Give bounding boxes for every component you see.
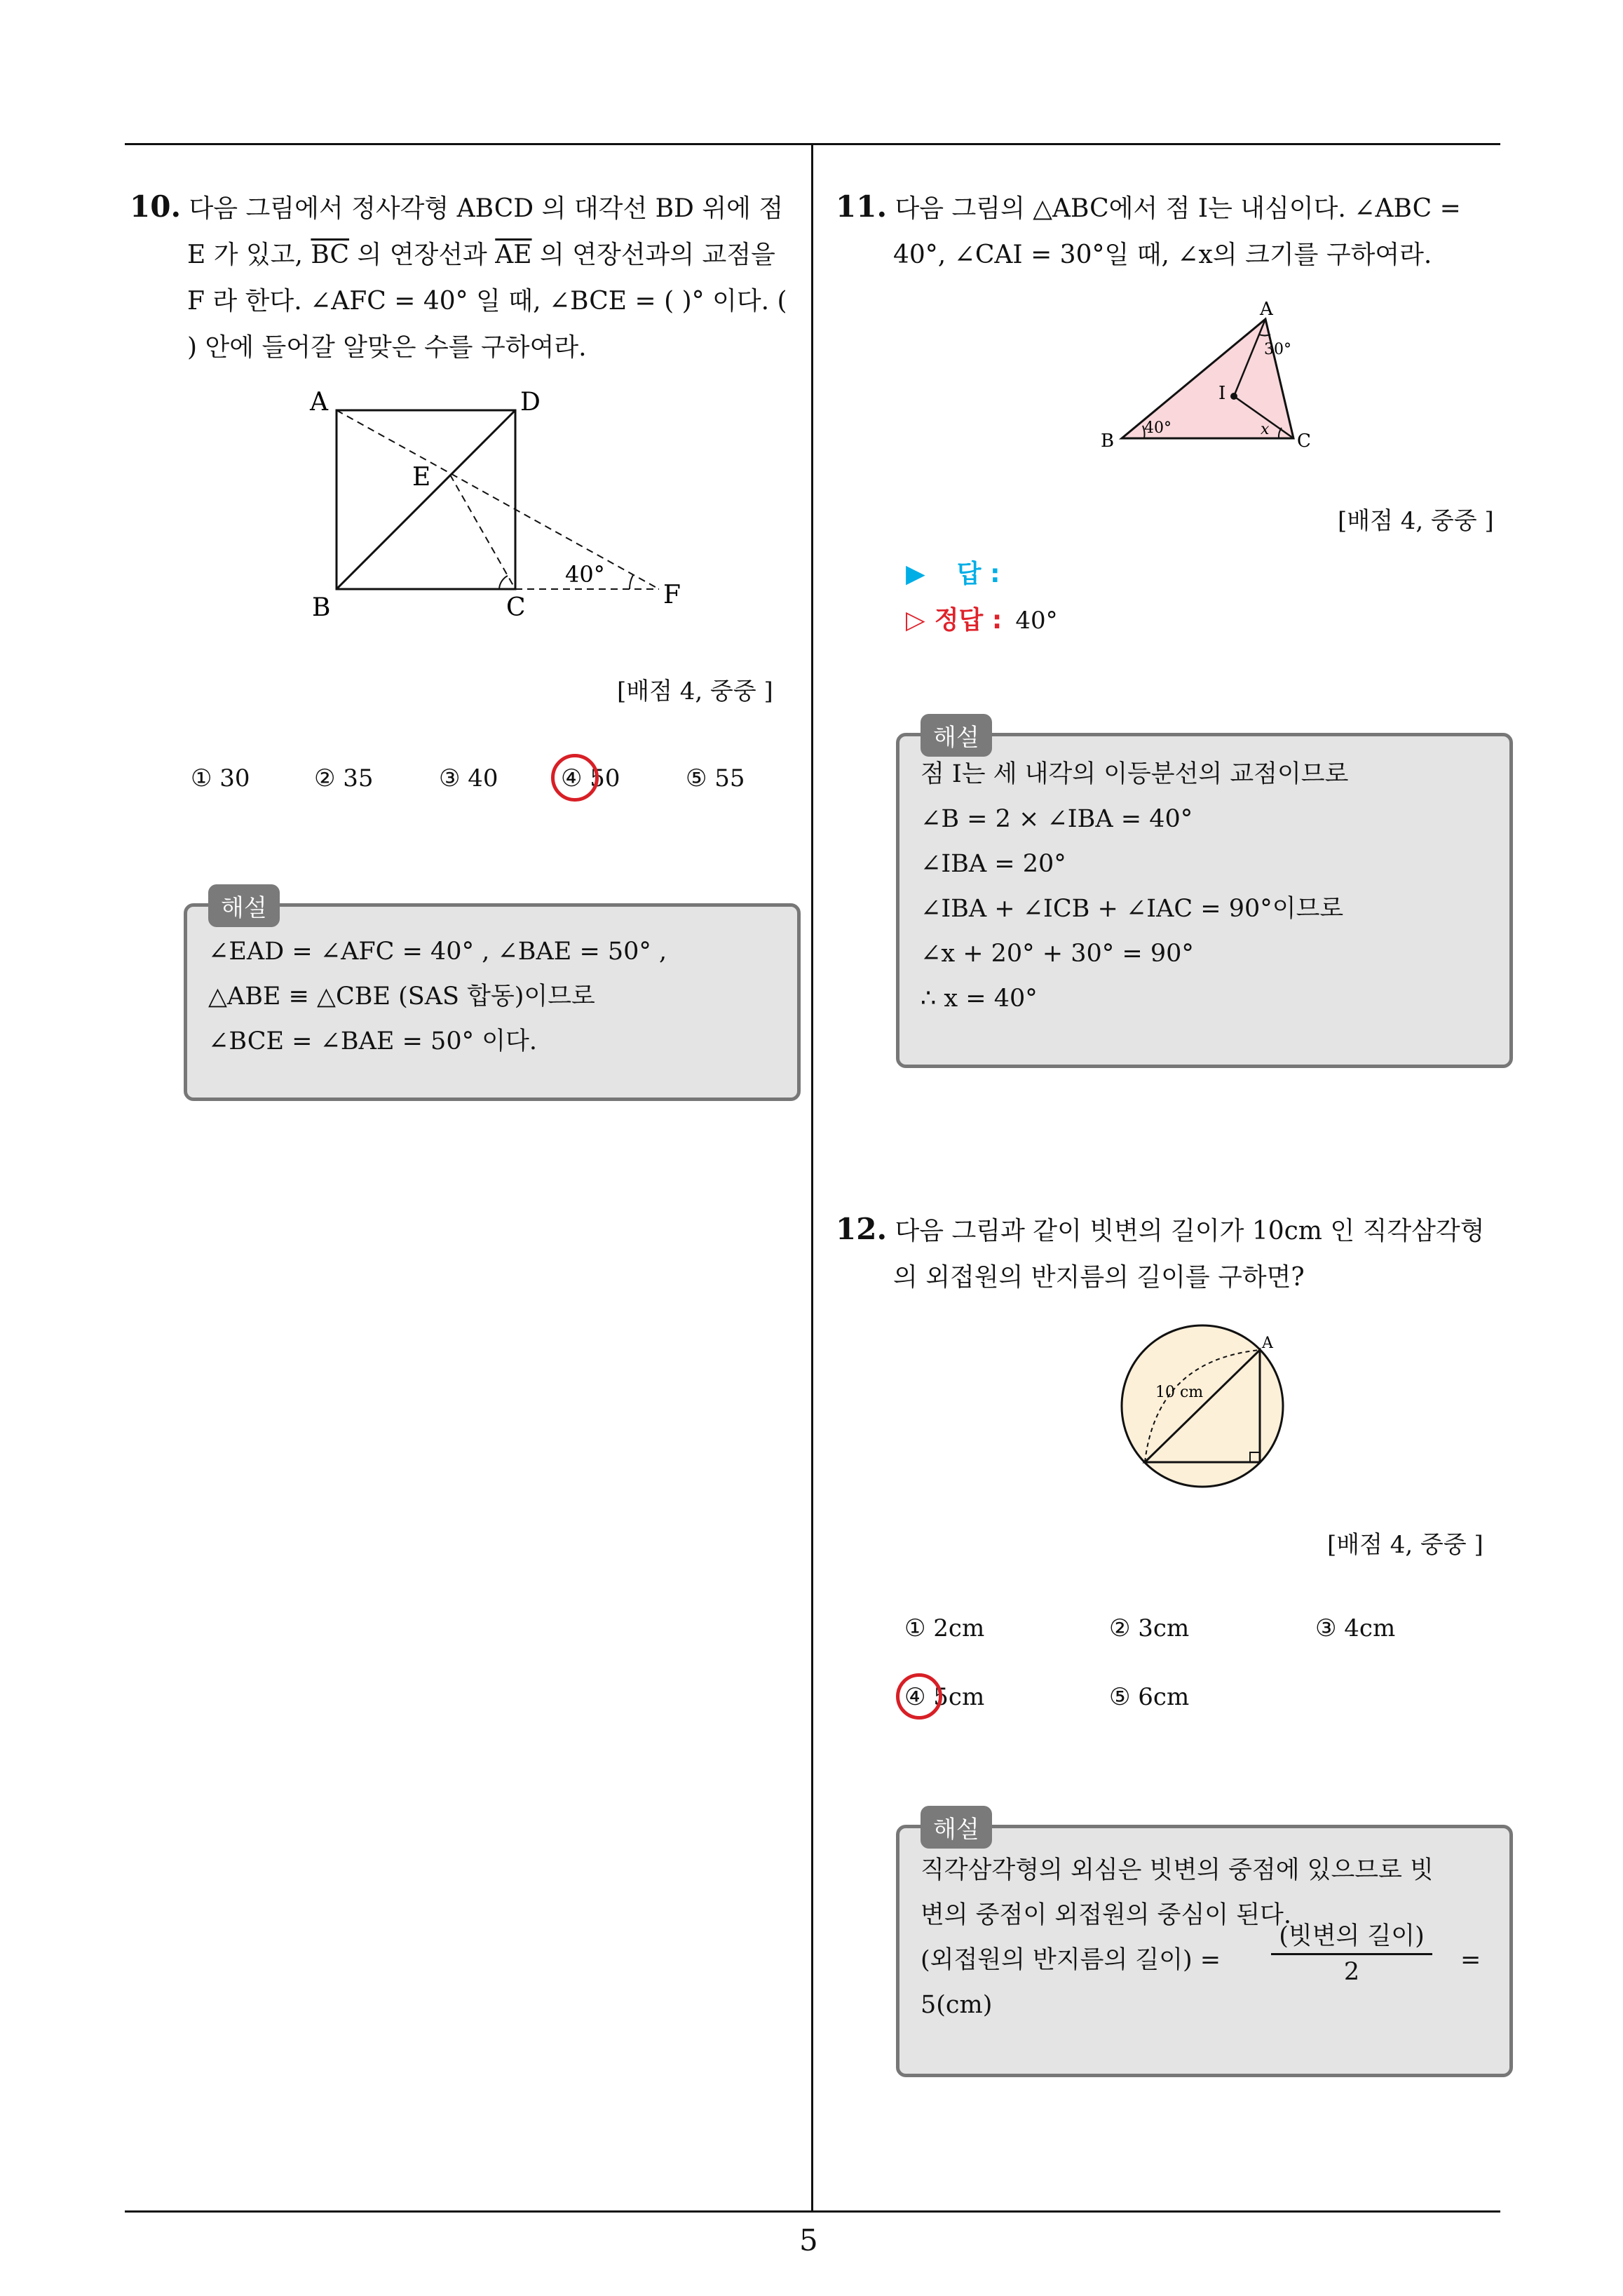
question-text: ) 안에 들어갈 알맞은 수를 구하여라. [187,333,587,362]
correct-answer-row [906,600,1058,636]
correct-label: 정답 : [934,606,1003,635]
line-af [337,410,659,589]
explanation-line: ∠IBA + ∠ICB + ∠IAC = 90°이므로 [921,895,1344,923]
choice-3[interactable]: ③ 4cm [1315,1614,1396,1642]
choice-5[interactable]: ⑤ 6cm [1109,1683,1190,1711]
choice-1[interactable]: ① 2cm [904,1614,985,1642]
question-text: 40°, ∠CAI = 30°일 때, ∠x의 크기를 구하여라. [893,241,1432,269]
explanation-line: ∠IBA = 20° [921,850,1066,878]
q12-score: [배점 4, 중중 ] [1327,1531,1483,1559]
formula-fraction [1271,1919,1432,1989]
q12-figure [1115,1318,1297,1494]
q10-explanation [184,894,801,1101]
explanation-tag: 해설 [921,1806,992,1849]
angle-mark-c [499,576,508,589]
label-i: I [1218,383,1226,404]
choice-4[interactable]: ④ 50 [561,764,620,792]
label-f: F [663,581,681,609]
question-text: 의 연장선과의 교점을 [531,241,775,269]
fraction-numerator: (빗변의 길이) [1279,1922,1425,1950]
label-d: D [520,388,541,417]
q12-explanation [896,1816,1513,2077]
explanation-line: 직각삼각형의 외심은 빗변의 중점에 있으므로 빗 [921,1856,1434,1884]
question-number: 11. [836,189,888,224]
explanation-line: 5(cm) [921,1991,993,2019]
diagonal-bd [337,410,515,589]
column-divider [811,143,813,2212]
answer-row [906,554,1000,590]
choice-1[interactable]: ① 30 [191,764,250,792]
question-11 [836,184,1509,278]
question-number: 12. [836,1212,888,1246]
fraction-denominator: 2 [1343,1958,1360,1986]
label-a: A [1260,299,1273,320]
label-c: C [506,593,526,622]
q11-explanation [896,724,1513,1068]
correct-value: 40° [1015,607,1058,635]
segment-ae: $\overline{AE}$ [495,241,532,269]
explanation-line: ∠EAD = ∠AFC = 40° , ∠BAE = 50° , [208,938,667,966]
choice-4[interactable]: ④ 5cm [904,1683,985,1711]
incenter-point [1230,393,1237,400]
q10-figure [294,379,701,631]
question-text: 의 외접원의 반지름의 길이를 구하면? [893,1263,1305,1292]
choice-3[interactable]: ③ 40 [439,764,498,792]
label-x: x [1261,421,1270,438]
explanation-line: 변의 중점이 외접원의 중심이 된다. [921,1901,1291,1929]
label-angle-40: 40° [565,561,605,588]
segment-bc: $\overline{BC}$ [311,241,350,269]
label-c: C [1297,431,1311,452]
explanation-line: 점 I는 세 내각의 이등분선의 교점이므로 [921,760,1349,788]
label-a: A [1262,1335,1273,1352]
label-angle-40: 40° [1144,419,1172,437]
question-text: 다음 그림과 같이 빗변의 길이가 10cm 인 직각삼각형 [895,1217,1485,1245]
bottom-rule [125,2210,1500,2213]
answer-label: 답 : [956,560,1000,588]
question-text: 다음 그림의 △ABC에서 점 I는 내심이다. ∠ABC = [895,194,1461,223]
question-text: 다음 그림에서 정사각형 ABCD 의 대각선 BD 위에 점 [189,194,784,223]
choice-2[interactable]: ② 35 [314,764,374,792]
explanation-tag: 해설 [921,714,992,757]
explanation-formula [899,1922,1509,1986]
label-length: 10 cm [1155,1384,1204,1401]
label-b: B [1101,431,1115,452]
choice-5[interactable]: ⑤ 55 [686,764,745,792]
explanation-line: ∠BCE = ∠BAE = 50° 이다. [208,1027,537,1055]
label-b: B [312,593,331,622]
q11-figure [1094,298,1332,452]
answer-mark [551,754,599,802]
question-12 [836,1206,1509,1301]
q10-score: [배점 4, 중중 ] [617,677,773,705]
question-10 [130,184,803,371]
explanation-tag: 해설 [208,884,280,927]
page-number: 5 [799,2223,818,2257]
question-text: 의 연장선과 [349,241,496,269]
label-a: A [310,388,328,417]
formula-right: = [1460,1946,1481,1974]
explanation-line: △ABE ≡ △CBE (SAS 합동)이므로 [208,982,595,1011]
question-text: F 라 한다. ∠AFC = 40° 일 때, ∠BCE = ( )° 이다. ( [187,287,787,316]
answer-arrow-icon: ▶ [906,560,925,588]
choice-2[interactable]: ② 3cm [1109,1614,1190,1642]
formula-left: (외접원의 반지름의 길이) = [921,1946,1221,1974]
label-e: E [412,463,431,492]
label-angle-30: 30° [1264,341,1291,358]
angle-mark-f [630,575,633,589]
explanation-line: ∠x + 20° + 30° = 90° [921,940,1194,968]
question-number: 10. [130,189,182,224]
explanation-line: ∴ x = 40° [921,985,1038,1013]
answer-mark [896,1673,942,1720]
correct-arrow-icon: ▷ [906,606,925,635]
q11-score: [배점 4, 중중 ] [1338,507,1494,535]
explanation-line: ∠B = 2 × ∠IBA = 40° [921,805,1193,833]
question-text: E 가 있고, [187,241,311,269]
